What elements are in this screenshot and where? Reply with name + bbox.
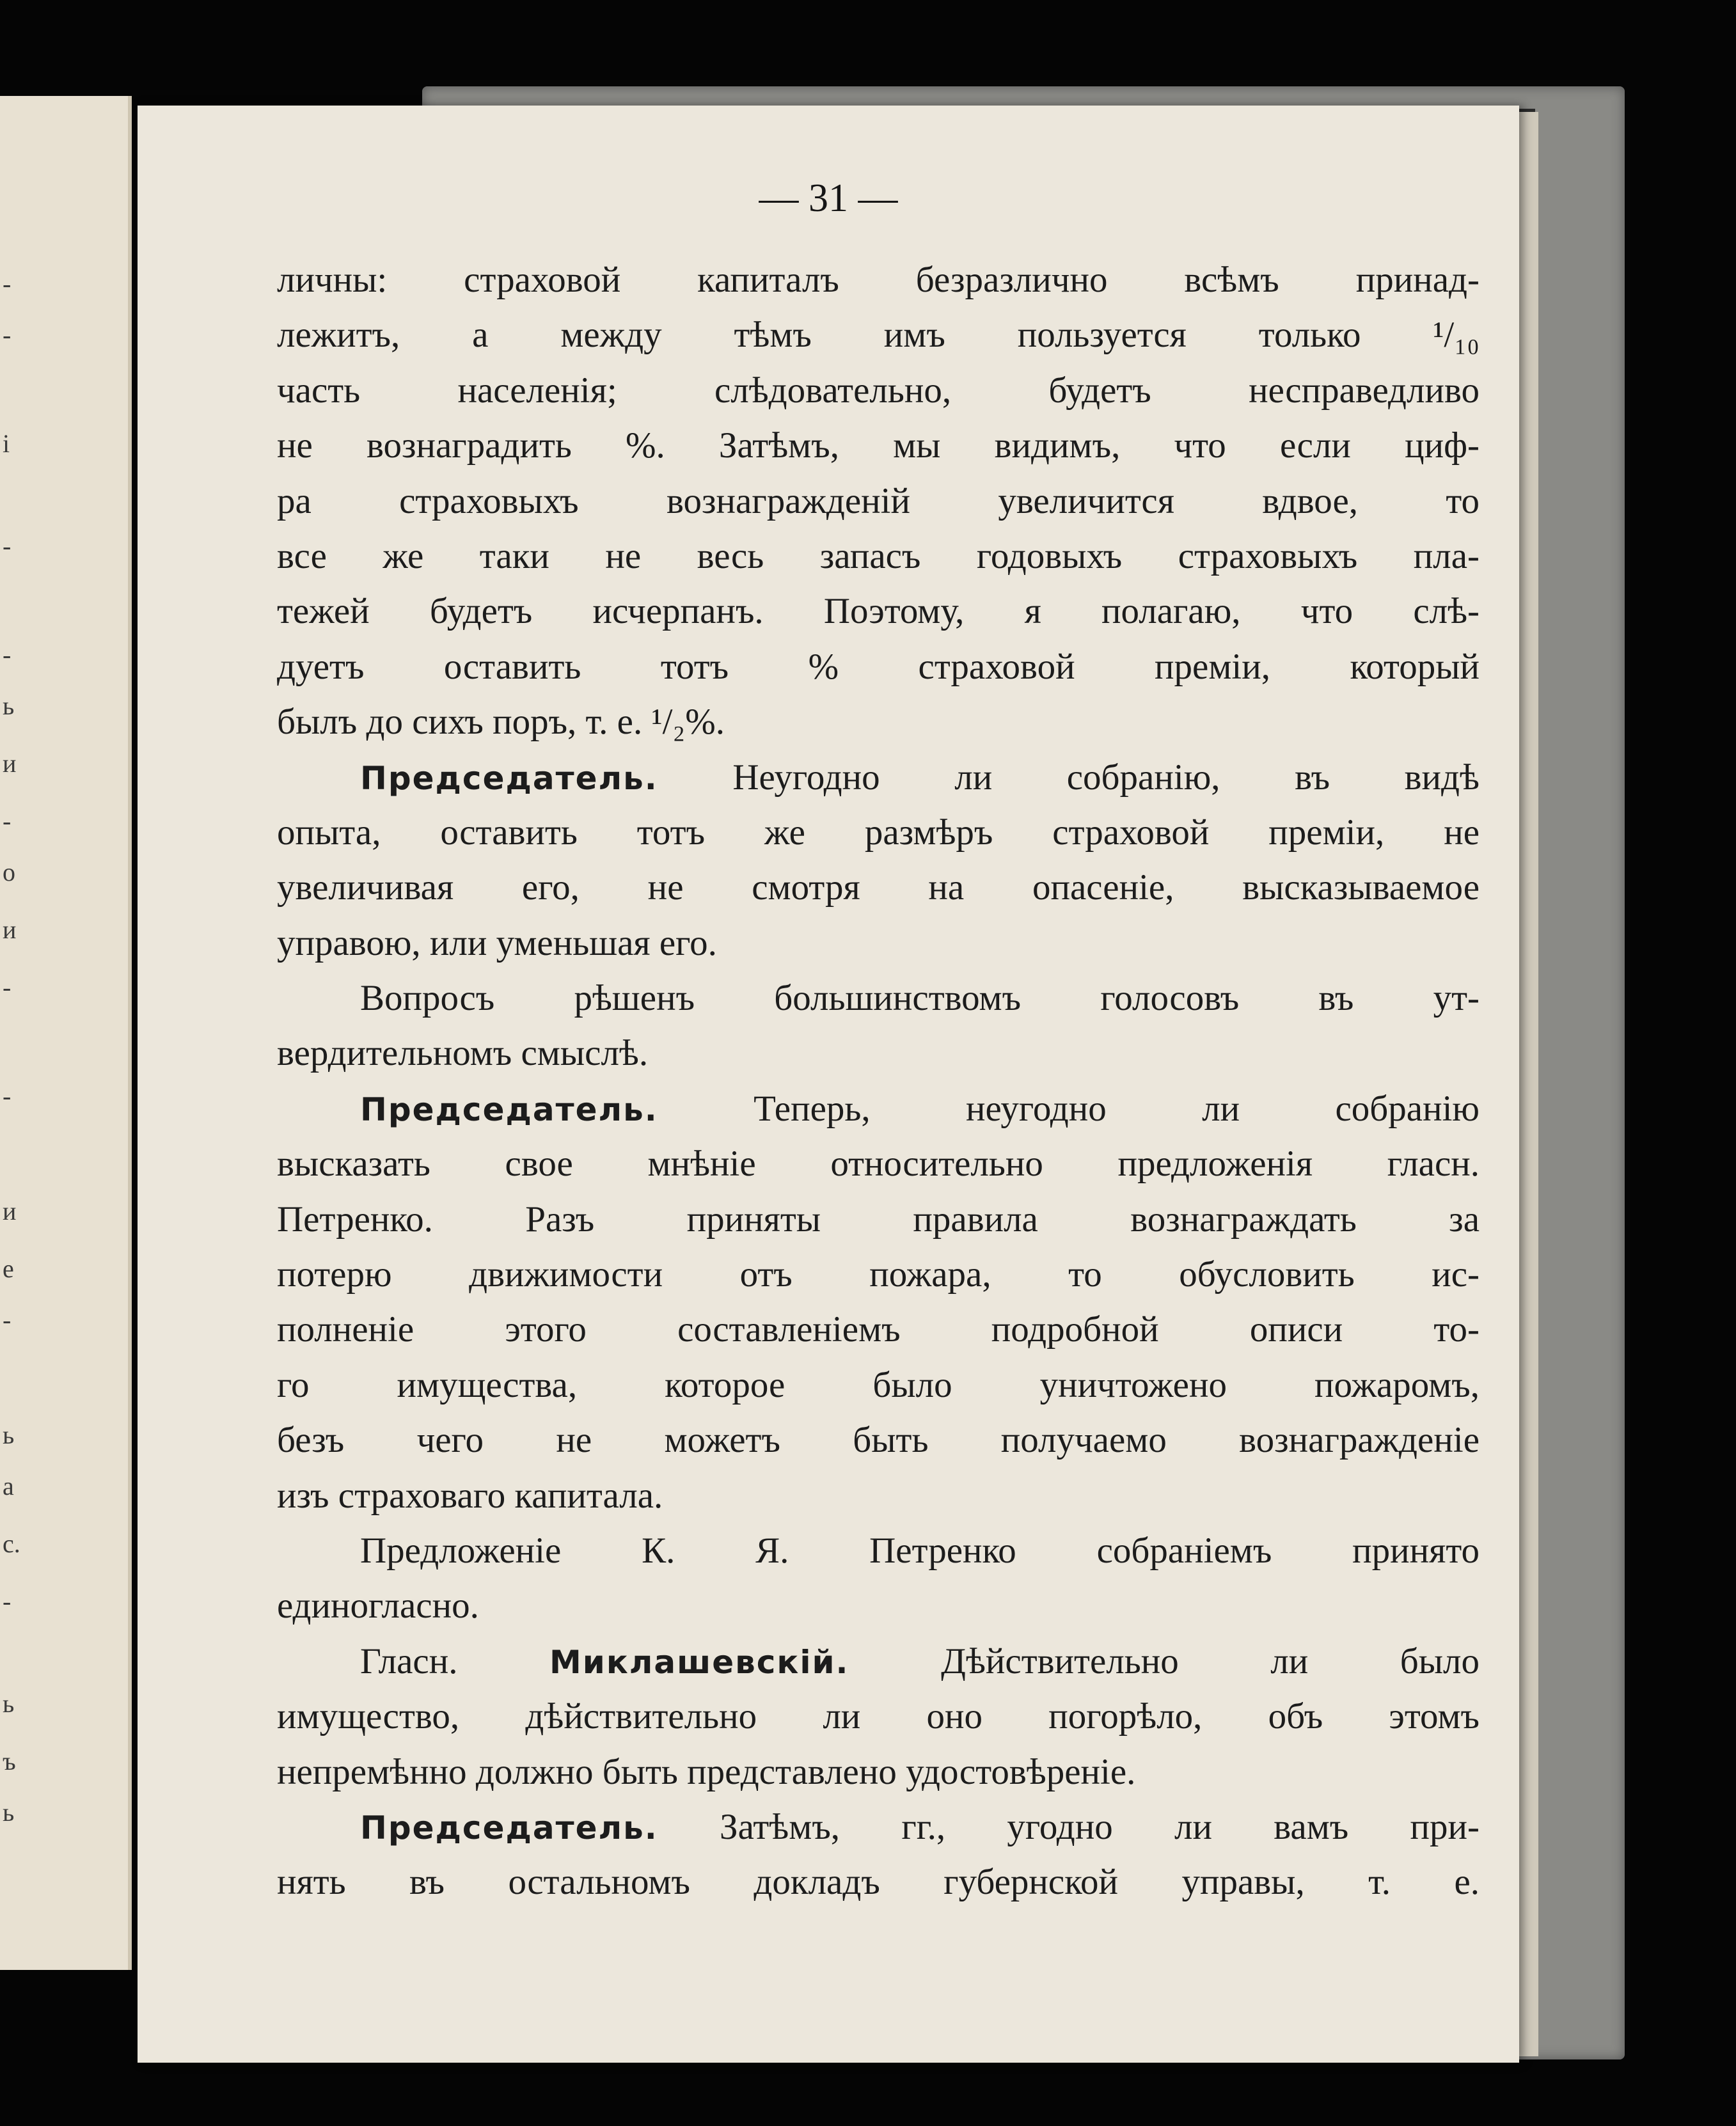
text-line: го имущества, которое было уничтожено пожаромъ,	[277, 1364, 1480, 1405]
left-fragment: -	[3, 320, 12, 349]
left-fragment: а	[3, 1472, 14, 1500]
text-line: ра страховыхъ вознагражденій увеличится вдвое, то	[277, 480, 1480, 521]
text-line: безъ чего не можетъ быть получаемо вознагражденіе	[277, 1420, 1480, 1461]
speaker-name: Миклашевскій.	[549, 1643, 849, 1681]
text-line: Гласн. Миклашевскій. Дѣйствительно ли было	[360, 1641, 1480, 1681]
text-line: полненіе этого составленіемъ подробной описи то-	[277, 1309, 1480, 1350]
left-fragment: ь	[3, 1421, 15, 1449]
page-number: — 31 —	[759, 177, 898, 220]
left-fragment: ь	[3, 1798, 15, 1827]
text-line: непремѣнно должно быть представлено удостовѣреніе.	[277, 1751, 1136, 1792]
text-line: высказать свое мнѣніе относительно предложенія гласн.	[277, 1144, 1480, 1185]
text-line: тежей будетъ исчерпанъ. Поэтому, я полагаю, что слѣ-	[277, 591, 1480, 632]
left-fragment: -	[3, 807, 12, 835]
left-fragment: с.	[3, 1529, 20, 1558]
left-fragment: и	[3, 915, 17, 944]
left-fragment: -	[3, 1587, 12, 1616]
text-line: Вопросъ рѣшенъ большинствомъ голосовъ въ ут-	[360, 978, 1480, 1019]
text-line: лежитъ, а между тѣмъ имъ пользуется только ¹/₁₀	[277, 315, 1480, 356]
book-page	[138, 106, 1519, 2063]
left-fragment: i	[3, 429, 10, 458]
text-line: Председатель. Затѣмъ, гг., угодно ли вамъ при-	[360, 1806, 1480, 1847]
page-text	[277, 253, 1480, 1910]
left-fragment: -	[3, 1082, 12, 1110]
page-edge	[1519, 112, 1538, 2056]
text-line: имущество, дѣйствительно ли оно погорѣло, объ этомъ	[277, 1696, 1480, 1737]
text-line: часть населенія; слѣдовательно, будетъ несправедливо	[277, 370, 1480, 411]
text-line: Председатель. Неугодно ли собранію, въ видѣ	[360, 757, 1480, 798]
text-line: все же таки не весь запасъ годовыхъ страховыхъ пла-	[277, 535, 1480, 576]
text-line: Председатель. Теперь, неугодно ли собранію	[360, 1088, 1480, 1129]
left-fragment: ъ	[3, 1747, 16, 1776]
text-line: опыта, оставить тотъ же размѣръ страховой преміи, не	[277, 812, 1480, 853]
text-line: не вознаградить %. Затѣмъ, мы видимъ, что если циф-	[277, 425, 1480, 466]
text-line: изъ страховаго капитала.	[277, 1475, 663, 1516]
text-line: потерю движимости отъ пожара, то обусловить ис-	[277, 1254, 1480, 1295]
left-fragment: ь	[3, 1689, 15, 1718]
speaker-name: Председатель.	[360, 1091, 658, 1128]
speaker-name: Председатель.	[360, 759, 658, 797]
text-line: Предложеніе К. Я. Петренко собраніемъ принято	[360, 1530, 1480, 1571]
left-fragment: -	[3, 1305, 12, 1334]
left-fragment: о	[3, 858, 15, 886]
speaker-name: Председатель.	[360, 1809, 658, 1846]
text-line: былъ до сихъ поръ, т. е. ¹/₂%.	[277, 702, 725, 743]
text-line: Петренко. Разъ приняты правила вознаграждать за	[277, 1199, 1480, 1240]
left-fragment: -	[3, 973, 12, 1002]
left-fragment: -	[3, 269, 12, 298]
left-fragment: и	[3, 749, 17, 778]
text-line: нять въ остальномъ докладъ губернской управы, т. е.	[277, 1862, 1480, 1903]
left-fragment: -	[3, 640, 12, 669]
left-fragment: е	[3, 1254, 14, 1283]
left-page	[0, 96, 132, 1970]
text-line: управою, или уменьшая его.	[277, 922, 717, 963]
left-fragment: ь	[3, 691, 15, 720]
text-line: личны: страховой капиталъ безразлично всѣмъ принад-	[277, 260, 1480, 300]
text-line: единогласно.	[277, 1586, 479, 1626]
text-line: увеличивая его, не смотря на опасеніе, высказываемое	[277, 867, 1480, 908]
text-line: вердительномъ смыслѣ.	[277, 1033, 649, 1074]
left-fragment: -	[3, 532, 12, 560]
text-line: дуетъ оставить тотъ % страховой преміи, который	[277, 646, 1480, 687]
left-fragment: и	[3, 1197, 17, 1225]
